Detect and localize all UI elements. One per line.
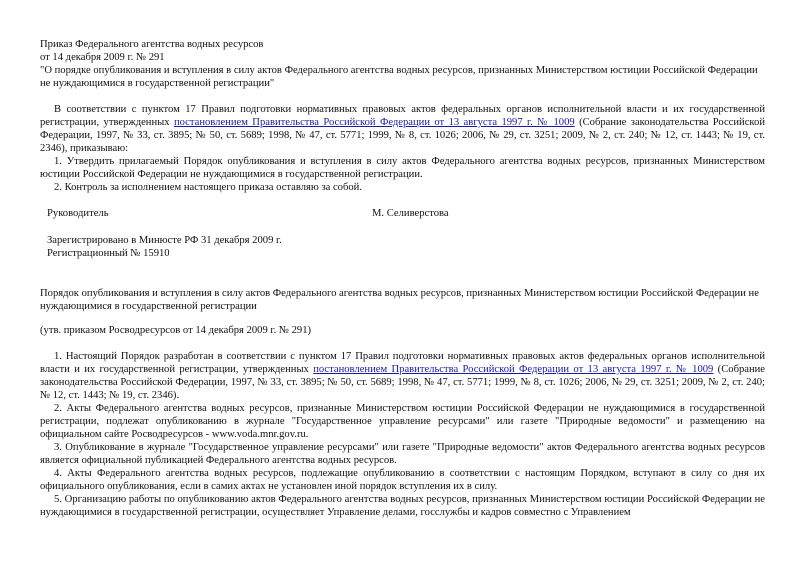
procedure-paragraph-1 — [40, 350, 765, 402]
procedure-title: Порядок опубликования и вступления в силу актов Федерального агентства водных ресурсов, признанных Министерством юстиции Российской Федерации не нуждающимися в государственной регистрации — [40, 288, 759, 312]
preamble-paragraph — [40, 103, 765, 155]
procedure-paragraph-5: 5. Организацию работы по опубликованию актов Федерального агентства водных ресурсов, признанных Министерством юстиции Российской Федерации не нуждающимися в государственной регистрации, осуществляет Управление делами, госслужбы и кадров совместно с Управлением — [40, 494, 765, 518]
procedure-paragraph-3: 3. Опубликование в журнале "Государственное управление ресурсами" или газете "Природные ведомости" актов Федерального агентства водных ресурсов является официальной публикацией Федерального агентства водных ресурсов. — [40, 442, 765, 466]
preamble-text-start: В соответствии с пунктом 17 Правил подготовки нормативных правовых актов федеральных органов исполнительной власти и их государственной регистрации, утвержденных — [40, 104, 765, 128]
procedure-approved-by: (утв. приказом Росводресурсов от 14 декабря 2009 г. № 291) — [40, 325, 312, 336]
registration-info — [47, 234, 282, 260]
preamble-text-end: (Собрание законодательства Российской Федерации, 1997, № 33, ст. 3895; № 50, ст. 5689; 1998, № 47, ст. 5771; 1999, № 8, ст. 1026; 2006, № 29, ст. 3251; 2009, № 2, ст. 240; № 12, ст. 1443; № 19, ст. 2346), приказываю: — [40, 117, 765, 154]
procedure-paragraph-4: 4. Акты Федерального агентства водных ресурсов, подлежащие опубликованию в соответствии с настоящим Порядком, вступают в силу со дня их официального опубликования, если в самих актах не установлен иной порядок вступления их в силу. — [40, 468, 765, 492]
procedure-p1-text-end: (Собрание законодательства Российской Федерации, 1997, № 33, ст. 3895; № 50, ст. 5689; 1998, № 47, ст. 5771; 1999, № 8, ст. 1026; 2006, № 29, ст. 3251; 2009, № 2, ст. 240; № 12, ст. 1443; № 19, ст. 2346). — [40, 364, 766, 401]
procedure-body — [40, 350, 765, 519]
order-date-number: от 14 декабря 2009 г. № 291 — [40, 52, 165, 63]
order-subject: "О порядке опубликования и вступления в силу актов Федерального агентства водных ресурсов, признанных Министерством юстиции Российской Федерации не нуждающимися в государственной регистрации" — [40, 65, 758, 89]
signature-role: Руководитель — [47, 208, 109, 219]
procedure-decree-link[interactable]: постановлением Правительства Российской Федерации от 13 августа 1997 г. № 1009 — [313, 364, 714, 375]
order-item-2: 2. Контроль за исполнением настоящего приказа оставляю за собой. — [54, 182, 362, 193]
order-title: Приказ Федерального агентства водных ресурсов — [40, 39, 264, 50]
signature-name: М. Селиверстова — [372, 208, 449, 219]
order-header — [40, 38, 765, 90]
procedure-paragraph-2: 2. Акты Федерального агентства водных ресурсов, признанные Министерством юстиции Российской Федерации не нуждающимися в государственной регистрации, подлежат опубликованию в журнале "Государственное управление ресурсами" или газете "Природные ведомости" и размещению на официальном сайте Росводресурсов - www.voda.mnr.gov.ru. — [40, 403, 765, 440]
government-decree-link[interactable]: постановлением Правительства Российской Федерации от 13 августа 1997 г. № 1009 — [173, 117, 575, 128]
registration-number: Регистрационный № 15910 — [47, 248, 170, 259]
preamble — [40, 103, 765, 194]
registration-date: Зарегистрировано в Минюсте РФ 31 декабря 2009 г. — [47, 235, 282, 246]
procedure-p1-text-start: 1. Настоящий Порядок разработан в соответствии с пунктом 17 Правил подготовки нормативных правовых актов федеральных органов исполнительной власти и их государственной регистрации, утвержденных — [40, 351, 765, 375]
order-item-1: 1. Утвердить прилагаемый Порядок опубликования и вступления в силу актов Федерального агентства водных ресурсов, признанных Министерством юстиции Российской Федерации не нуждающимися в государственной регистрации. — [40, 156, 765, 180]
